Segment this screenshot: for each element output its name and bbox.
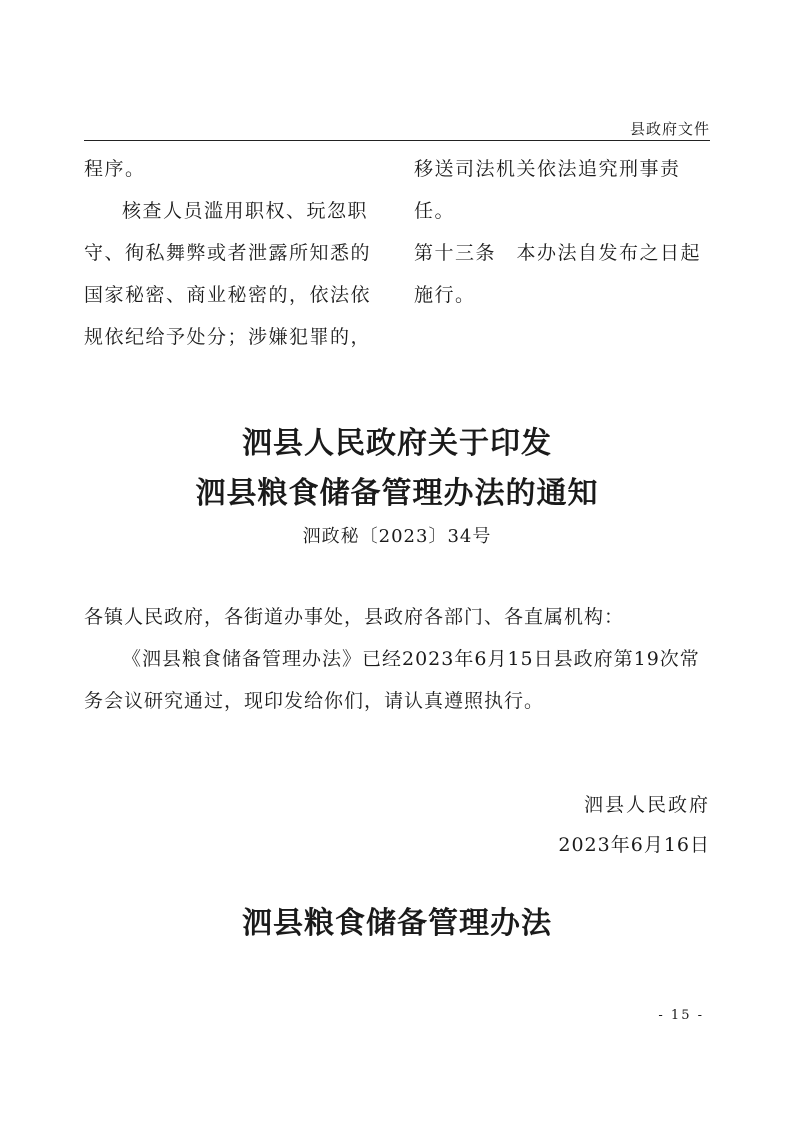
page-number: - 15 -	[658, 1008, 704, 1023]
notice-title-line-2: 泗县粮食储备管理办法的通知	[195, 476, 599, 511]
right-column	[414, 148, 714, 316]
header-rule	[84, 140, 710, 141]
section-title: 泗县粮食储备管理办法	[242, 906, 552, 941]
document-number: 泗政秘〔2023〕34号	[302, 526, 492, 547]
left-paragraph-2: 核查人员滥用职权、玩忽职守、徇私舞弊或者泄露所知悉的国家秘密、商业秘密的，依法依规依纪给予处分；涉嫌犯罪的，	[84, 200, 372, 348]
notice-title-line-1: 泗县人民政府关于印发	[242, 426, 552, 461]
notice-body	[84, 638, 714, 722]
signature-date: 2023年6月16日	[558, 834, 710, 856]
left-paragraph-1: 程序。	[84, 158, 146, 180]
addressee	[84, 596, 714, 638]
left-column	[84, 148, 384, 358]
notice-body-text: 《泗县粮食储备管理办法》已经2023年6月15日县政府第19次常务会议研究通过，现印发给你们，请认真遵照执行。	[84, 648, 700, 712]
addressee-text: 各镇人民政府，各街道办事处，县政府各部门、各直属机构：	[84, 606, 625, 628]
right-paragraph-1: 移送司法机关依法追究刑事责任。	[414, 158, 681, 222]
header-label: 县政府文件	[629, 120, 710, 138]
right-paragraph-2: 第十三条 本办法自发布之日起施行。	[414, 242, 702, 306]
signature-organization: 泗县人民政府	[583, 794, 710, 816]
